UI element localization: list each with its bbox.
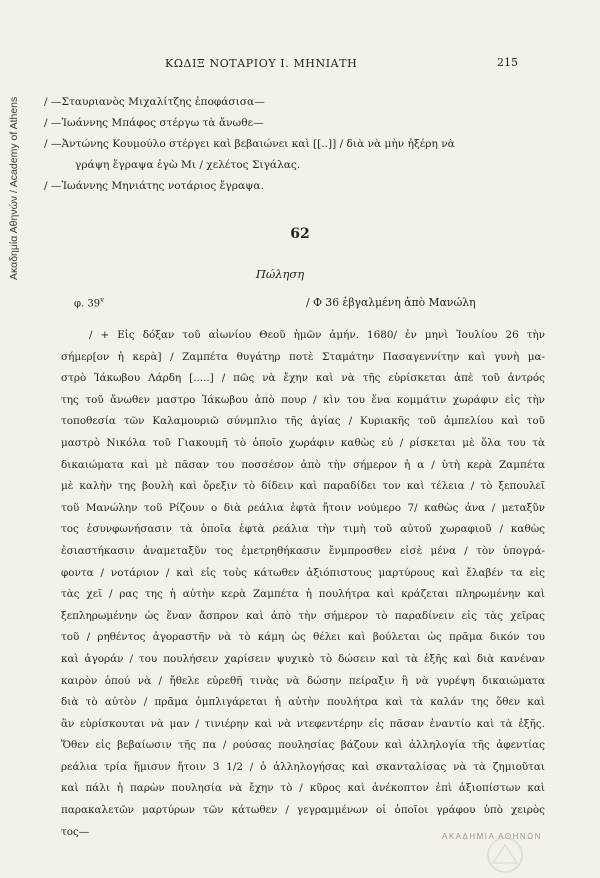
- body-line: δικαιώματα καὶ μὲ πᾶσαν του ποσσέσον ἀπὸ τὴν σήμερον ἡ α / ὑτὴ κερὰ Ζαμπέτα: [61, 458, 545, 471]
- signature-line: / —Ἰωάννης Μπάφος στέργω τὰ ἄνωθε—: [44, 117, 264, 129]
- folio-marker: [74, 296, 104, 309]
- body-line: σήμερ[ον ἡ κερὰ] / Ζαμπέτα θυγάτηρ ποτὲ Σταμάτην Πασαγεννίτην καὶ γυνὴ μα-: [61, 350, 545, 363]
- body-line: τοποθεσία τῶν Καλαμουριῶ σύνμπλιο τῆς ἁγίας / Κυριακῆς τοῦ ἀμπελίου καὶ τοῦ: [61, 415, 545, 428]
- body-line: ἐσιαστήκασιν ἀναμεταξῦν τος ἐμετρηθήκασιν ἔνμπροσθεν εἰσὲ μένα / τὸν ὑπογρά-: [61, 544, 545, 557]
- body-line: ξεπληρωμένην ὡς ἕναν ἄσπρον καὶ ἀπὸ τὴν σήμερον τὸ παραδίνειν εἰς τὰς χεῖρας: [61, 609, 545, 622]
- body-line: τοῦ / ρηθέντος ἀγοραστῆν νὰ τὸ κάμη ὡς θέλει καὶ βούλεται ὡς πρᾶμα δικόν του: [61, 631, 545, 644]
- body-line: διὰ τὸ αὐτὸν / πρᾶμα ὀμπλιγάρεται ἡ αὐτὴν πουλήτρα καὶ τὰ καλάν της ὅθεν καὶ: [61, 696, 545, 709]
- body-line: καὶ ἀγοράν / του πουλήσειν χαρίσειν ψυχικὸ τὸ δώσειν καὶ τὰ ἑξῆς καὶ διὰ κανέναν: [61, 652, 545, 665]
- body-line: καιρὸν ὁπού νὰ / ἤθελε εὑρεθῆ τινὰς νὰ δώσην πείραξιν ἢ νὰ γυρέψη δικαιώματα: [61, 674, 545, 687]
- body-line: φοντα / νοτάριον / καὶ εἰς τοὺς κάτωθεν ἀξιόπιστους μαρτύρους καὶ ἔλαβέν τα εἰς: [61, 566, 545, 579]
- body-line: / + Εἰς δόξαν τοῦ αἰωνίου Θεοῦ ἡμῶν ἀμήν. 1680/ ἐν μηνὶ Ἰουλίου 26 τὴν: [89, 329, 545, 341]
- running-head: ΚΩΔΙΞ ΝΟΤΑΡΙΟΥ Ι. ΜΗΝΙΑΤΗ: [165, 57, 358, 70]
- stamp-text: ΑΚΑΔΗΜΙΑ ΑΘΗΝΩΝ: [442, 832, 542, 841]
- body-line: μαστρὸ Νικόλα τοῦ Γιακουμῆ τὸ ὁποῖο χωράφιν καθὼς εὑ / ρίσκεται μὲ ὅλα του τὰ: [61, 436, 545, 449]
- body-line: τὰς χεῖ / ρας της ἡ αὐτὴν κερὰ Ζαμπέτα ἡ πουλήτρα καὶ κράζεται πληρωμένην καὶ: [61, 588, 545, 601]
- body-line: ἂν εὑρίσκουται νὰ μαν / τινιέρην καὶ νὰ ντεφεντέρην εἰς πᾶσαν ἐναντίο καὶ τὰ ἑξῆς.: [61, 717, 545, 730]
- signature-line: / —Σταυριανὸς Μιχαλίτζης ἐποφάσισα—: [44, 96, 265, 108]
- document-number: 62: [290, 226, 310, 242]
- body-line: της τοῦ ἄνωθεν μαστρο Ἰάκωβου ἀπὸ πουρ / κὶν του ἕνα κομμάτιν χωράφιν εἰς τὴν: [61, 393, 545, 406]
- body-line: τος—: [61, 825, 90, 838]
- body-line: στρὸ Ἰάκωβου Λάρδη [.....] / πῶς νὰ ἔχην καὶ νὰ τῆς εὑρίσκεται ἀπὲ τοῦ ἀντρός: [61, 372, 545, 385]
- folio-sup: v: [100, 296, 105, 304]
- body-line: τος ἐσυνφωνήσασιν τὰ ὁποῖα ἑφτὰ ρεάλια τὴν τιμὴ τοῦ αὐτοῦ χωραφιοῦ / καθὼς: [61, 523, 545, 536]
- signature-line: / —Ἰωάννης Μηνιάτης νοτάριος ἔγραψα.: [44, 180, 264, 192]
- body-line: παρακαλετῶν μαρτύρων τῶν κάτωθεν / γεγραμμένων οἱ ὁποῖοι γράφου ὑπὸ χειρὸς: [61, 804, 545, 817]
- signature-line: γράψη ἔγραψα ἐγὼ Μι / χελέτος Σιγάλας.: [75, 159, 301, 171]
- document-title: Πώληση: [255, 267, 305, 281]
- reference-note: / Φ 36 ἐβγαλμένη ἀπὸ Μανώλη: [306, 296, 476, 309]
- signature-lines: [44, 92, 564, 197]
- side-watermark: Ακαδημία Αθηνών / Academy of Athens: [8, 96, 20, 280]
- body-line: μὲ καλὴν της βουλὴ καὶ ὄρεξιν τὸ δίδειν καὶ παραδίδει τον καὶ τέλεια / τὸ ξεπουλεῖ: [61, 480, 545, 493]
- folio-text: φ. 39: [74, 298, 101, 310]
- signature-line: / —Ἀντώνης Κουμούλο στέργει καὶ βεβαιώνει καὶ [[..]] / διὰ νὰ μὴν ἠξέρη νὰ: [44, 138, 455, 150]
- page-number: 215: [497, 56, 518, 69]
- document-body: [61, 325, 545, 843]
- body-line: Ὅθεν εἰς βεβαίωσιν τῆς πα / ρούσας πουλησίας βάζουν καὶ ἀλληλογία τῆς ἀφεντίας: [61, 739, 545, 752]
- body-line: ρεάλια τρία ἥμισυν ἤτοιν 3 1/2 / ὁ ἀλληλογήσας καὶ σκανταλίσας νὰ τὰ ζημιοῦται: [61, 760, 545, 773]
- body-line: τοῦ Μανώλην τοῦ Ρίζουν ο διὰ ρεάλια ἑφτὰ ἤτοιν νούμερο 7/ καθὼς ἀνα / μεταξῦν: [61, 501, 545, 514]
- body-line: καὶ πάλι ἡ παρὼν πουλησία νὰ ἔχην τὸ / κῦρος καὶ ἀνέκοπτον ἐπὶ ἀξιοπίστων καὶ: [61, 782, 545, 795]
- academy-stamp: [430, 835, 580, 875]
